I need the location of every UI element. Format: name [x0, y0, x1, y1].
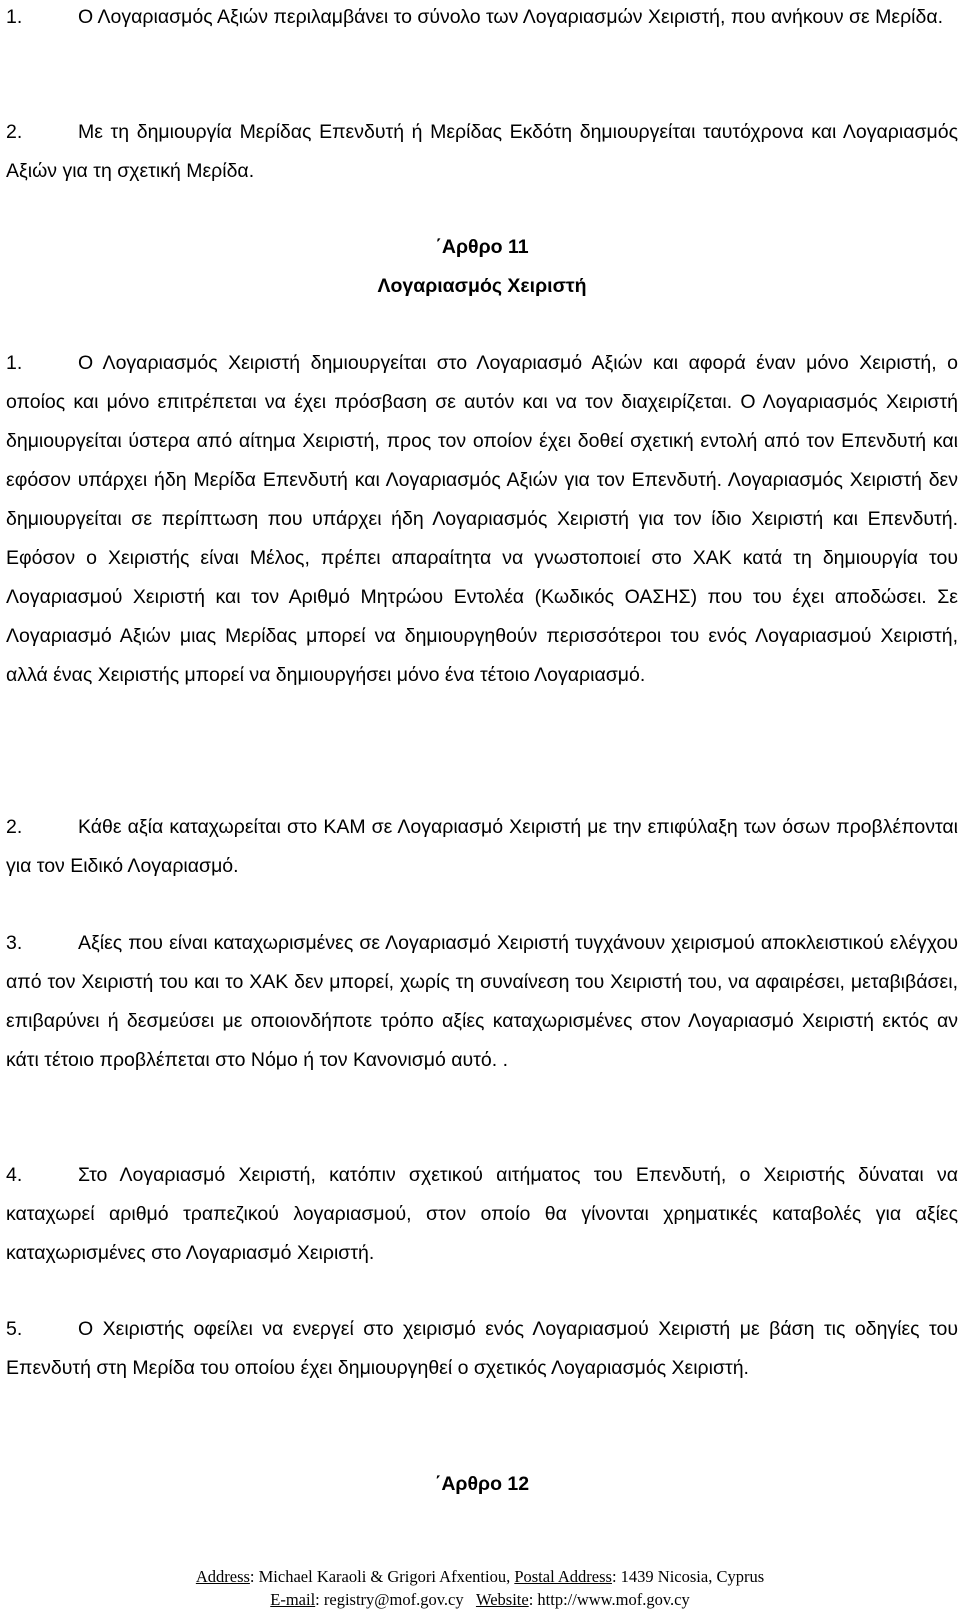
address-label: Address: [195, 1567, 250, 1586]
paragraph-text: Ο Λογαριασμός Χειριστή δημιουργείται στο Λογαριασμό Αξιών και αφορά έναν μόνο Χειριστή, ο οποίος και μόνο επιτρέπεται να έχει πρόσβαση σε αυτόν και να τον διαχειρίζεται. Ο Λογαριασμός Χειριστή δημιουργείται ύστερα από αίτημα Χειριστή, προς τον οποίον έχει δοθεί σχετική εντολή από τον Επενδυτή και εφόσον υπάρχει ήδη Μερίδα Επενδυτή και Λογαριασμός Αξιών για τον Επενδυτή. Λογαριασμός Χειριστή δεν δημιουργείται σε περίπτωση που υπάρχει ήδη Λογαριασμός Χειριστή για τον ίδιο Χειριστή και Επενδυτή. Εφόσον ο Χειριστής είναι Μέλος, πρέπει απαραίτητα να γνωστοποιεί στο ΧΑΚ κατά τη δημιουργία του Λογαριασμού Χειριστή και τον Αριθμό Μητρώου Εντολέα (Κωδικός ΟΑΣΗΣ) που του έχει αποδώσει. Σε Λογαριασμό Αξιών μιας Μερίδας μπορεί να δημιουργηθούν περισσότεροι του ενός Λογαριασμού Χειριστή, αλλά ένας Χειριστής μπορεί να δημιουργήσει μόνο ένα τέτοιο Λογαριασμό.: [6, 352, 958, 686]
page-footer: [0, 1565, 960, 1611]
paragraph-number: 5.: [6, 1318, 23, 1340]
paragraph-number: 2.: [6, 816, 23, 838]
address-value: : Michael Karaoli & Grigori Afxentiou,: [249, 1567, 515, 1586]
article12-heading: ΄Αρθρο 12: [434, 1473, 530, 1495]
email-label: E-mail: [270, 1590, 316, 1609]
article11-heading: ΄Αρθρο 11: [435, 236, 529, 258]
footer-address-line: [0, 1565, 960, 1588]
paragraph-text: Ο Χειριστής οφείλει να ενεργεί στο χειρισμό ενός Λογαριασμού Χειριστή με βάση τις οδηγίες του Επενδυτή στη Μερίδα του οποίου έχει δημιουργηθεί ο σχετικός Λογαριασμός Χειριστή.: [6, 1318, 958, 1379]
article11-paragraph-5: [6, 1310, 958, 1388]
footer-contact-line: E-mail: registry@mof.gov.cy Website: http://www.mof.gov.cy: [270, 1590, 690, 1609]
email-link[interactable]: registry@mof.gov.cy: [323, 1590, 464, 1609]
paragraph-text: Ο Λογαριασμός Αξιών περιλαμβάνει το σύνολο των Λογαριασμών Χειριστή, που ανήκουν σε Μερίδα.: [78, 6, 944, 28]
article11-paragraph-3: [6, 924, 958, 1080]
paragraph-text: Αξίες που είναι καταχωρισμένες σε Λογαριασμό Χειριστή τυγχάνουν χειρισμού αποκλειστικού ελέγχου από τον Χειριστή του και το ΧΑΚ δεν μπορεί, χωρίς τη συναίνεση του Χειριστή του, να αφαιρέσει, μεταβιβάσει, επιβαρύνει ή δεσμεύσει με οποιονδήποτε τρόπο αξίες καταχωρισμένες στον Λογαριασμό Χειριστή εκτός αν κάτι τέτοιο προβλέπεται στο Νόμο ή τον Κανονισμό αυτό. .: [6, 932, 958, 1071]
postal-address-label: Postal Address: [514, 1567, 612, 1586]
website-label: Website: [475, 1590, 529, 1609]
paragraph-number: 2.: [6, 121, 23, 143]
paragraph-number: 1.: [6, 352, 23, 374]
website-link[interactable]: http://www.mof.gov.cy: [537, 1590, 690, 1609]
paragraph-text: Στο Λογαριασμό Χειριστή, κατόπιν σχετικού αιτήματος του Επενδυτή, ο Χειριστής δύναται να καταχωρεί αριθμό τραπεζικού λογαριασμού, στον οποίο θα γίνονται χρηματικές καταβολές για αξίες καταχωρισμένες στο Λογαριασμό Χειριστή.: [6, 1164, 958, 1264]
paragraph-text: Κάθε αξία καταχωρείται στο ΚΑΜ σε Λογαριασμό Χειριστή με την επιφύλαξη των όσων προβλέπονται για τον Ειδικό Λογαριασμό.: [6, 816, 958, 877]
paragraph-text: Με τη δημιουργία Μερίδας Επενδυτή ή Μερίδας Εκδότη δημιουργείται ταυτόχρονα και Λογαριασμός Αξιών για τη σχετική Μερίδα.: [6, 121, 958, 182]
paragraph-number: 3.: [6, 932, 23, 954]
article11-title: Λογαριασμός Χειριστή: [377, 275, 587, 297]
article11-paragraph-4: [6, 1156, 958, 1273]
article11-paragraph-1: [6, 344, 958, 695]
postal-address-value: : 1439 Nicosia, Cyprus: [611, 1567, 765, 1586]
paragraph-number: 1.: [6, 6, 23, 28]
article11-paragraph-2: [6, 808, 958, 886]
paragraph-number: 4.: [6, 1164, 23, 1186]
article10-paragraph-2: [6, 113, 958, 191]
article10-paragraph-1: [6, 0, 958, 37]
